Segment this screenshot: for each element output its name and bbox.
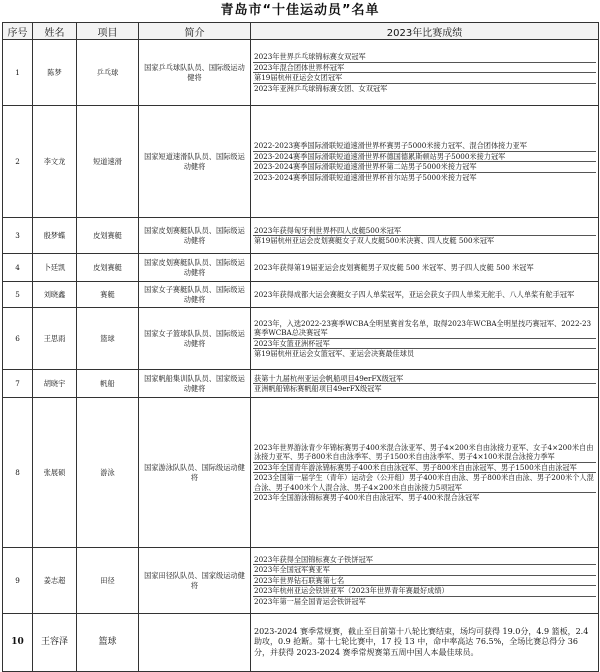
table-row	[3, 614, 599, 672]
athlete-results	[251, 106, 599, 218]
result-item: 2023年全国冠军赛亚军	[253, 564, 596, 575]
result-item: 第19届杭州亚运会女团冠军	[253, 72, 596, 83]
result-item: 2023年全国青年游泳锦标赛男子400米自由泳冠军、男子800米自由泳冠军、男子1500米自由泳冠军	[253, 462, 596, 473]
row-number: 1	[3, 40, 33, 106]
result-item: 2022-2023赛季国际滑联短道速滑世界杯赛男子5000米接力冠军、混合团体接力亚军	[254, 141, 527, 150]
result-item: 2023年全国游泳锦标赛男子400米自由泳冠军、男子400米混合泳冠军	[253, 492, 596, 503]
result-item: 2023年，入选2022-23赛季WCBA全明星赛首发名单，取得2023年WCBA全明星技巧赛冠军、2022-23赛季WCBA总决赛冠军	[254, 318, 592, 337]
header-intro: 简介	[139, 23, 251, 40]
result-item: 获第十九届杭州亚运会帆船项目49erFX级冠军	[254, 373, 404, 383]
athlete-name: 殷梦蝶	[33, 218, 77, 254]
result-item: 第19届杭州亚运会女篮冠军、亚运会决赛最佳球员	[253, 348, 596, 359]
athlete-name: 张展硕	[33, 398, 77, 548]
athlete-sport: 皮划赛艇	[77, 218, 139, 254]
athlete-intro	[139, 614, 251, 672]
result-item: 2023年亚洲乒乓球锦标赛女团、女双冠军	[253, 83, 596, 94]
page-title: 青岛市“十佳运动员”名单	[220, 3, 380, 18]
row-number: 4	[3, 254, 33, 282]
result-item: 2023年世界游泳青少年锦标赛男子400米混合泳亚军、男子4×200米自由泳接力亚军、女子4×200米自由泳接力亚军、男子800米自由泳季军、男子1500米自由泳季军、男子4×100米混合泳接力季军	[254, 442, 594, 461]
result-item: 2023年女篮亚洲杯冠军	[253, 338, 596, 349]
header-no: 序号	[3, 23, 33, 40]
result-item: 2023年获得匈牙利世界杯四人皮艇500米冠军	[254, 225, 402, 235]
row-number: 8	[3, 398, 33, 548]
athlete-intro: 国家皮划赛艇队队员、国际级运动健将	[139, 218, 251, 254]
row-number: 10	[3, 614, 33, 672]
athlete-sport: 篮球	[77, 614, 139, 672]
athlete-name: 王思雨	[33, 308, 77, 370]
athlete-intro: 国家女子赛艇队队员、国际级运动健将	[139, 282, 251, 308]
result-item: 2023-2024 赛季常规赛，截止至目前第十八轮比赛结束，场均可获得 19.0分，4.9 篮板，2.4 助攻，0.9 抢断。第十七轮比赛中，17 投 13 中，命中率高达 76.5%，全场比赛总得分 36 分，并获得 2023-2024 赛季常规赛第五周中国人本最佳球员。	[254, 626, 589, 657]
table-row	[3, 282, 599, 308]
athlete-sport: 篮球	[77, 308, 139, 370]
athlete-results	[251, 548, 599, 614]
result-item: 2023全国第一届学生（青年）运动会（公开组）男子400米自由泳、男子800米自由泳、男子200米个人混合泳、男子400米个人混合泳、男子4×200米自由泳接力5项冠军	[253, 472, 596, 492]
result-item: 2023年杭州亚运会铁饼亚军（2023年世界青年赛最好成绩）	[253, 585, 596, 596]
athlete-intro: 国家短道速滑队队员、国际级运动健将	[139, 106, 251, 218]
athlete-sport: 短道速滑	[77, 106, 139, 218]
athlete-results	[251, 282, 599, 308]
athlete-name: 胡晓宇	[33, 370, 77, 398]
athlete-name: 李文龙	[33, 106, 77, 218]
result-item: 2023年获得全国锦标赛女子铁饼冠军	[254, 554, 373, 564]
athlete-results	[251, 398, 599, 548]
result-item: 2023年获得第19届亚运会皮划赛艇男子双皮艇 500 米冠军、男子四人皮艇 500 米冠军	[254, 262, 534, 272]
athlete-intro: 国家帆船集训队队员、国家级运动健将	[139, 370, 251, 398]
row-number: 3	[3, 218, 33, 254]
row-number: 7	[3, 370, 33, 398]
athlete-intro: 国家乒乓球队队员、国际级运动健将	[139, 40, 251, 106]
table-row	[3, 40, 599, 106]
table-row	[3, 370, 599, 398]
row-number: 2	[3, 106, 33, 218]
athlete-name: 刘晓鑫	[33, 282, 77, 308]
result-item: 2023-2024赛季国际滑联短道速滑世界杯德国德累斯顿站男子5000米接力冠军	[253, 151, 596, 162]
athlete-sport: 赛艇	[77, 282, 139, 308]
athlete-sport: 田径	[77, 548, 139, 614]
table-row	[3, 398, 599, 548]
result-item: 2023-2024赛季国际滑联短道速滑世界杯第二站男子5000米接力冠军	[253, 161, 596, 172]
athlete-sport: 帆船	[77, 370, 139, 398]
result-item: 2023年第一届全国青运会铁饼冠军	[253, 596, 596, 607]
athlete-name: 王容泽	[33, 614, 77, 672]
athlete-name: 卜廷凯	[33, 254, 77, 282]
athlete-results	[251, 370, 599, 398]
table-row	[3, 548, 599, 614]
athlete-name: 姜志超	[33, 548, 77, 614]
table-row	[3, 106, 599, 218]
athlete-sport: 游泳	[77, 398, 139, 548]
table-header-row	[3, 23, 599, 40]
result-item: 2023年混合团体世界杯冠军	[253, 62, 596, 73]
athlete-intro: 国家女子篮球队队员、国际级运动健将	[139, 308, 251, 370]
row-number: 6	[3, 308, 33, 370]
result-item: 2023年世界乒乓球锦标赛女双冠军	[254, 52, 366, 61]
athlete-name: 陈梦	[33, 40, 77, 106]
athlete-intro: 国家田径队队员、国家级运动健将	[139, 548, 251, 614]
header-sport: 项目	[77, 23, 139, 40]
result-item: 2023年世界钻石联赛第七名	[253, 575, 596, 586]
table-body	[3, 40, 599, 672]
result-item: 2023年获得成都大运会赛艇女子四人单桨冠军，亚运会获女子四人单桨无舵手、八人单桨有舵手冠军	[254, 289, 575, 299]
header-results: 2023年比赛成绩	[251, 23, 599, 40]
result-item: 亚洲帆船锦标赛帆船项目49erFX级冠军	[253, 383, 596, 394]
header-name: 姓名	[33, 23, 77, 40]
result-item: 2023-2024赛季国际滑联短道速滑世界杯首尔站男子5000米接力冠军	[253, 172, 596, 183]
athlete-table	[2, 22, 599, 672]
row-number: 5	[3, 282, 33, 308]
athlete-results	[251, 614, 599, 672]
table-row	[3, 254, 599, 282]
athlete-results	[251, 254, 599, 282]
athlete-results	[251, 308, 599, 370]
result-item: 第19届杭州亚运会皮划赛艇女子双人皮艇500米决赛、四人皮艇 500米冠军	[253, 235, 596, 246]
row-number: 9	[3, 548, 33, 614]
athlete-sport: 皮划赛艇	[77, 254, 139, 282]
athlete-intro: 国家皮划赛艇队队员、国际级运动健将	[139, 254, 251, 282]
athlete-sport: 乒乓球	[77, 40, 139, 106]
table-row	[3, 308, 599, 370]
athlete-results	[251, 40, 599, 106]
table-row	[3, 218, 599, 254]
athlete-results	[251, 218, 599, 254]
athlete-intro: 国家游泳队队员、国际级运动健将	[139, 398, 251, 548]
